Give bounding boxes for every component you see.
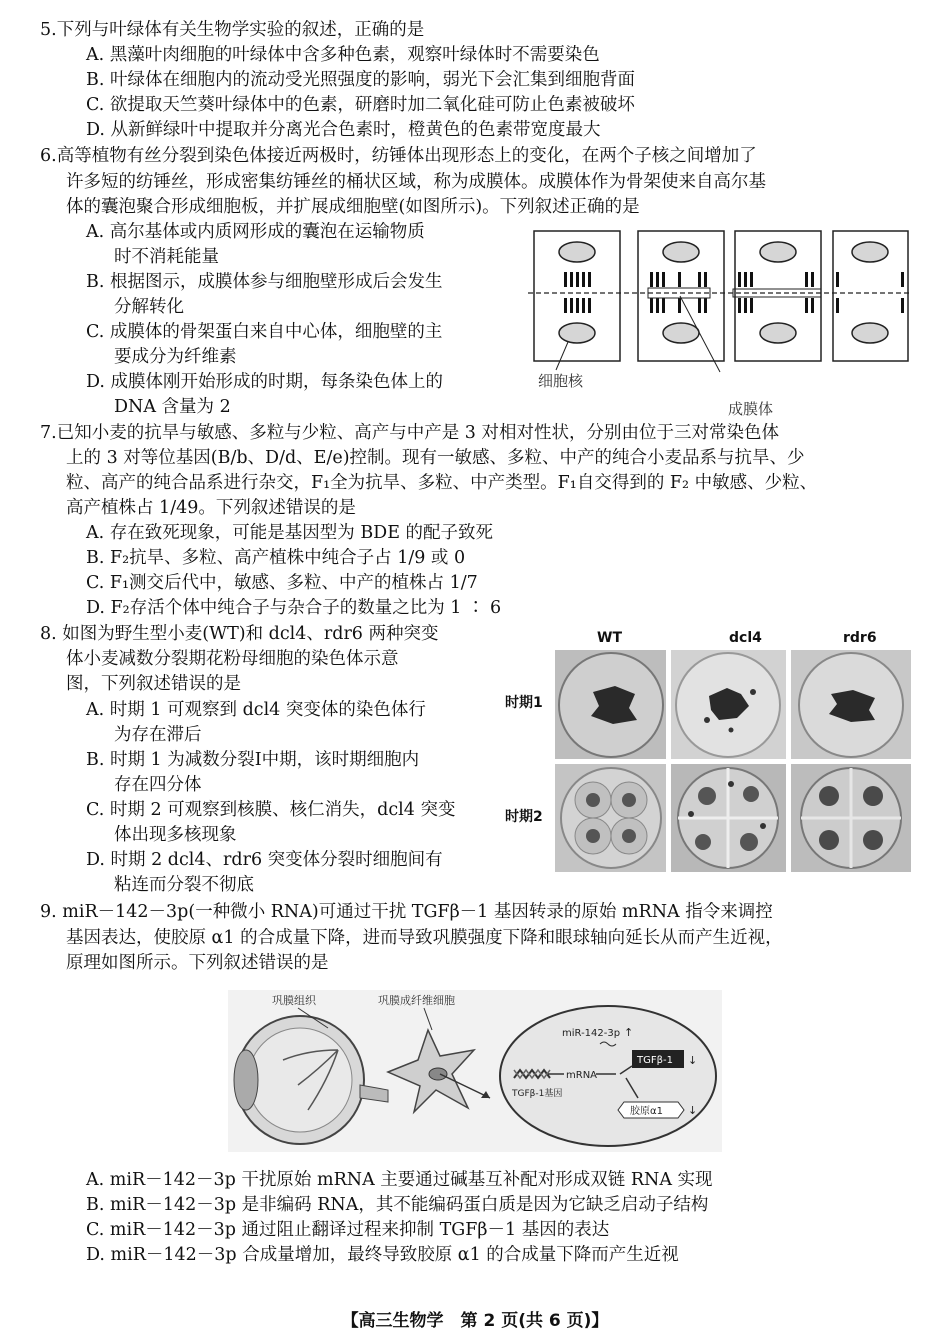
q5-option-c: C. 欲提取天竺葵叶绿体中的色素，研磨时加二氧化硅可防止色素被破坏 [86,95,635,115]
q7-option-a: A. 存在致死现象，可能是基因型为 BDE 的配子致死 [86,523,494,543]
page-footer: 【高三生物学 第 2 页(共 6 页)】 [341,1311,609,1331]
svg-text:↑: ↑ [624,1026,634,1039]
q6-phragmoplast-figure [528,228,912,416]
panel-wt-stage1 [555,650,666,759]
nucleus [559,242,595,262]
pointer-nucleus [556,342,568,370]
q9-option-a: A. miR－142－3p 干扰原始 mRNA 主要通过碱基互补配对形成双链 RNA 实现 [86,1170,713,1190]
q9-stem-line1: 9. miR－142－3p(一种微小 RNA)可通过干扰 TGFβ－1 基因转录的原始 mRNA 指令来调控 [40,902,773,922]
q9-option-b: B. miR－142－3p 是非编码 RNA，其不能编码蛋白质是因为它缺乏启动子结构 [86,1195,709,1215]
q9-stem-line3: 原理如图所示。下列叙述错误的是 [66,953,329,973]
q8-option-a-cont: 为存在滞后 [114,725,202,745]
q8-stem-line3: 图，下列叙述错误的是 [66,674,241,694]
nucleus [663,242,699,262]
q6-option-a-cont: 时不消耗能量 [114,247,219,267]
q6-option-c: C. 成膜体的骨架蛋白来自中心体，细胞壁的主 [86,322,443,342]
label-mir: miR-142-3p [562,1028,621,1039]
q8-option-b-cont: 存在四分体 [114,775,202,795]
q8-option-a: A. 时期 1 可观察到 dcl4 突变体的染色体行 [86,700,426,720]
q6-option-d: D. 成膜体刚开始形成的时期，每条染色体上的 [86,372,444,392]
label-fibroblast: 巩膜成纤维细胞 [378,994,455,1007]
col-label-wt: WT [597,630,622,646]
q7-option-d: D. F₂存活个体中纯合子与杂合子的数量之比为 1 ∶ 6 [86,598,502,618]
q9-stem-line2: 基因表达，使胶原 α1 的合成量下降，进而导致巩膜强度下降和眼球轴向延长从而产生近视， [66,928,783,948]
q5-option-b: B. 叶绿体在细胞内的流动受光照强度的影响，弱光下会汇集到细胞背面 [86,70,635,90]
q7-stem-line4: 高产植株占 1/49。下列叙述错误的是 [66,498,356,518]
q8-option-d: D. 时期 2 dcl4、rdr6 突变体分裂时细胞间有 [86,850,443,870]
label-nucleus: 细胞核 [538,372,584,390]
q9-option-c: C. miR－142－3p 通过阻止翻译过程来抑制 TGFβ－1 基因的表达 [86,1220,610,1240]
q6-option-d-cont: DNA 含量为 2 [114,397,231,417]
label-gene: TGFβ-1基因 [512,1089,563,1099]
q9-option-d: D. miR－142－3p 合成量增加，最终导致胶原 α1 的合成量下降而产生近视 [86,1245,679,1265]
q5-option-d: D. 从新鲜绿叶中提取并分离光合色素时，橙黄色的色素带宽度最大 [86,120,601,140]
q6-stem-line1: 6.高等植物有丝分裂到染色体接近两极时，纺锤体出现形态上的变化，在两个子核之间增加了 [40,146,757,166]
svg-text:↓: ↓ [688,1054,698,1067]
q8-option-d-cont: 粘连而分裂不彻底 [114,875,254,895]
col-label-rdr6: rdr6 [843,630,877,646]
q8-stem-line2: 体小麦减数分裂期花粉母细胞的染色体示意 [66,649,399,669]
label-sclera: 巩膜组织 [272,994,316,1007]
nucleus [760,242,796,262]
nucleus [852,242,888,262]
label-collagen: 胶原α1 [630,1106,663,1117]
q7-stem-line2: 上的 3 对等位基因(B/b、D/d、E/e)控制。现有一敏感、多粒、中产的纯合小麦品系与抗旱、少 [66,448,805,468]
row-label-stage1: 时期1 [505,695,543,711]
q8-stem-line1: 8. 如图为野生型小麦(WT)和 dcl4、rdr6 两种突变 [40,624,439,644]
label-tgf: TGFβ-1 [637,1055,673,1066]
panel-dcl4-stage1 [671,650,786,759]
panel-dcl4-stage2 [671,764,786,872]
q9-mechanism-figure [228,990,722,1152]
nucleus [760,323,796,343]
q7-stem-line1: 7.已知小麦的抗旱与敏感、多粒与少粒、高产与中产是 3 对相对性状，分别由位于三对常染色体 [40,423,779,443]
panel-rdr6-stage2 [791,764,911,872]
q7-option-b: B. F₂抗旱、多粒、高产植株中纯合子占 1/9 或 0 [86,548,466,568]
q7-stem-line3: 粒、高产的纯合品系进行杂交，F₁全为抗旱、多粒、中产类型。F₁自交得到的 F₂ 中敏感、少粒、 [66,473,818,493]
q6-stem-line3: 体的囊泡聚合形成细胞板，并扩展成细胞壁(如图所示)。下列叙述正确的是 [66,197,640,217]
col-label-dcl4: dcl4 [729,630,762,646]
q6-option-b-cont: 分解转化 [114,297,184,317]
q8-option-c: C. 时期 2 可观察到核膜、核仁消失，dcl4 突变 [86,800,456,820]
q5-option-a: A. 黑藻叶肉细胞的叶绿体中含多种色素，观察叶绿体时不需要染色 [86,45,600,65]
q6-option-a: A. 高尔基体或内质网形成的囊泡在运输物质 [86,222,425,242]
label-phragmoplast: 成膜体 [728,400,774,416]
nucleus [852,323,888,343]
q8-option-c-cont: 体出现多核现象 [114,825,237,845]
svg-text:↓: ↓ [688,1104,698,1117]
q7-option-c: C. F₁测交后代中，敏感、多粒、中产的植株占 1/7 [86,573,478,593]
q8-micrograph-figure [505,628,913,874]
panel-wt-stage2 [555,764,666,872]
q6-stem-line2: 许多短的纺锤丝，形成密集纺锤丝的桶状区域，称为成膜体。成膜体作为骨架使来自高尔基 [66,172,766,192]
panel-rdr6-stage1 [791,650,911,759]
q8-option-b: B. 时期 1 为减数分裂Ⅰ中期，该时期细胞内 [86,750,420,770]
nucleus [663,323,699,343]
row-label-stage2: 时期2 [505,809,543,825]
label-mrna: mRNA [566,1070,598,1081]
nucleus [559,323,595,343]
q6-option-b: B. 根据图示，成膜体参与细胞壁形成后会发生 [86,272,443,292]
q5-stem: 5.下列与叶绿体有关生物学实验的叙述，正确的是 [40,20,425,40]
q6-option-c-cont: 要成分为纤维素 [114,347,237,367]
mechanism-oval [500,1006,716,1146]
